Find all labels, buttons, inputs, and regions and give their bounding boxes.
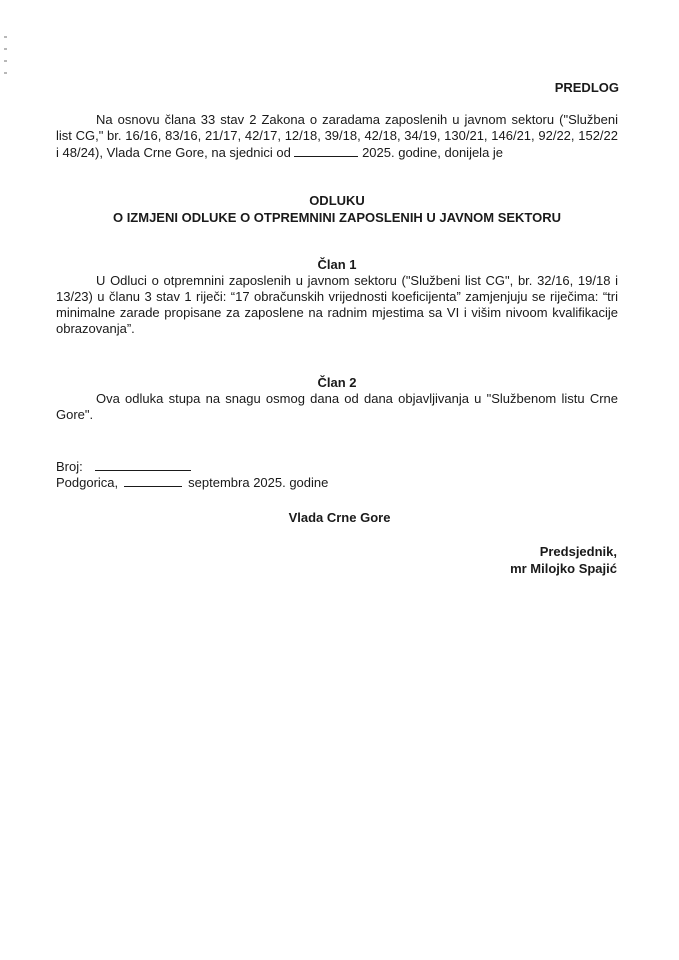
place-date-line [56,474,328,491]
reference-number-label: Broj: [56,459,83,474]
article-2-heading: Član 2 [317,375,357,390]
session-date-blank [294,144,358,157]
preamble-paragraph [56,112,618,161]
article-1-heading: Član 1 [317,257,357,272]
signatory-name: mr Milojko Spajić [510,561,617,576]
place-label: Podgorica, [56,475,119,490]
article-2-text: Ova odluka stupa na snagu osmog dana od dana objavljivanja u "Službenom listu Crne Gore". [56,391,618,422]
date-suffix: septembra 2025. godine [188,475,329,490]
decision-title [56,192,618,226]
day-blank [124,474,182,487]
title-line-decision: ODLUKU [309,193,365,208]
government-name: Vlada Crne Gore [288,510,391,525]
signatory-block [510,543,617,577]
preamble-text-end: 2025. godine, donijela je [358,145,504,160]
reference-number-line [56,458,191,475]
preamble-text-start: Na osnovu člana 33 stav 2 Zakona o zaradama zaposlenih u javnom sektoru ("Službeni list CG," br. 16/16, 83/16, 21/17, 42/17, 12/18, 39/18, 42/18, 34/19, 130/21, 146/21, 92/22, 152/22 i 48/24), Vlada Crne Gore, na sjednici od [56,112,618,160]
draft-label: PREDLOG [554,80,619,95]
signatory-title: Predsjednik, [539,544,617,559]
scan-edge-marks [4,36,10,84]
reference-number-blank [95,458,191,471]
article-1-text: U Odluci o otpremnini zaposlenih u javnom sektoru ("Službeni list CG", br. 32/16, 19/18 i 13/23) u članu 3 stav 1 riječi: “17 obračunskih vrijednosti koeficijenta” zamjenjuju se riječima: “tri minimalne zarade propisane za zaposlene na radnim mjestima sa VI i višim nivoom kvalifikacije obrazovanja”. [56,273,618,336]
title-line-subject: O IZMJENI ODLUKE O OTPREMNINI ZAPOSLENIH U JAVNOM SEKTORU [112,210,562,225]
